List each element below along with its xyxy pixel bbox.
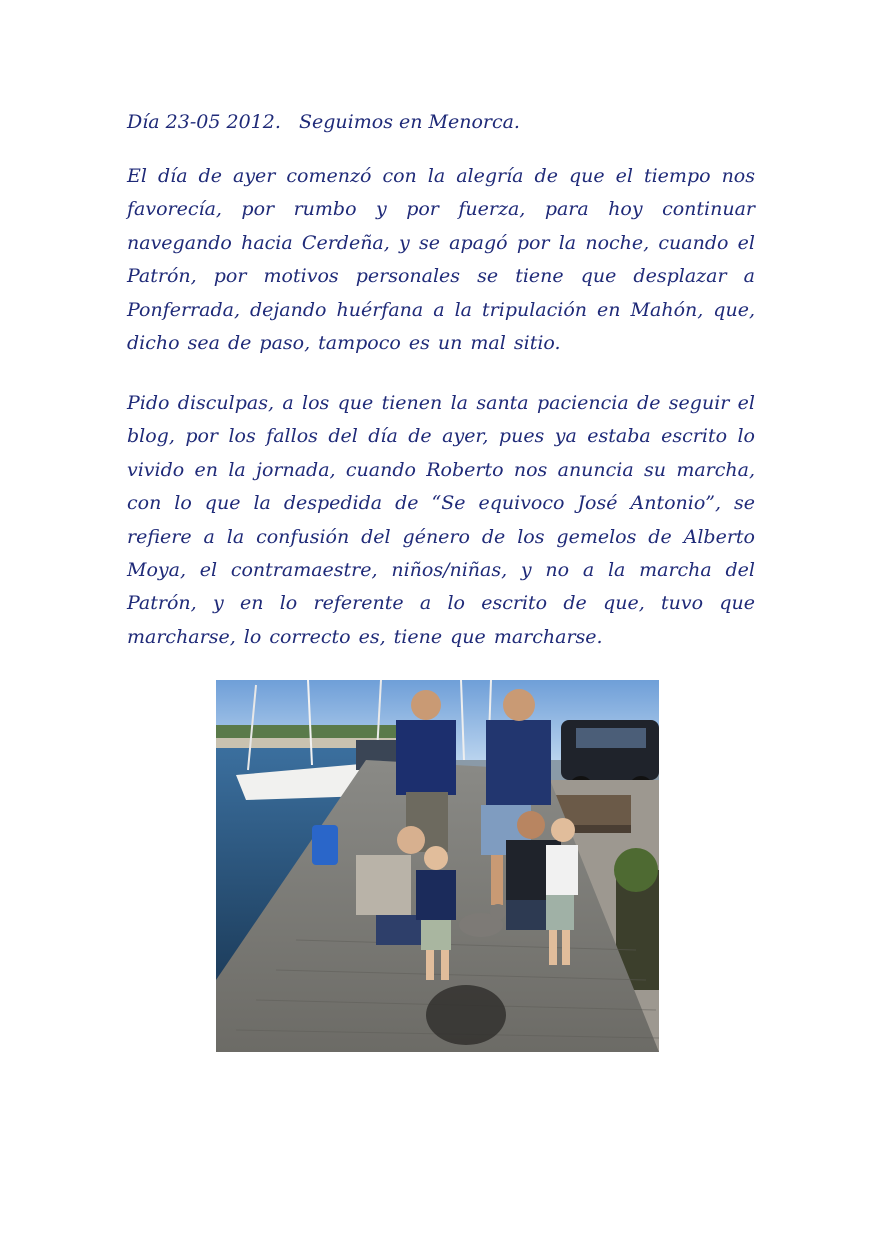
emphasis-quote: Se equivoco José Antonio bbox=[441, 492, 706, 515]
paragraph-1: El día de ayer comenzó con la alegría de que el tiempo nos favorecía, por rumbo y por fuerza, para hoy continuar navegando hacia Cerdeña, y se apagó por la noche, cuando el Patrón, por motivos personales se tiene que desplazar a Ponferrada, dejando huérfana a la tripulación en Mahón, que, dicho sea de paso, tampoco es un mal sitio. bbox=[127, 165, 755, 355]
emphasis-tuvo-que-marcharse: tuvo que marcharse bbox=[127, 592, 755, 648]
paragraph-2-text: , y no a la marcha del Patrón, y en lo referente a lo escrito de que, bbox=[127, 559, 755, 615]
paragraph-2 bbox=[127, 387, 755, 654]
emphasis-ninos-ninas: niños/niñas bbox=[391, 559, 502, 582]
emphasis-santa-paciencia: santa paciencia bbox=[476, 392, 629, 414]
page-title: Día 23-05 2012. Seguimos en Menorca. bbox=[127, 111, 520, 133]
emphasis-tiene-que-marcharse: tiene que marcharse bbox=[393, 625, 597, 648]
marina-group-photo bbox=[216, 680, 659, 1052]
paragraph-2-text: . bbox=[596, 625, 603, 648]
paragraph-2-text: Pido disculpas, a los que tienen la bbox=[127, 392, 477, 414]
paragraph-2-text: , lo correcto es, bbox=[229, 625, 394, 648]
paragraph-2-text: de seguir el blog, por los fallos del día de ayer, pues ya estaba escrito lo vivido en la jornada, cuando Roberto nos anuncia su marcha, con lo que la despedida de “ bbox=[127, 392, 756, 515]
paragraph-2-text: ”, se refiere a la confusión del género de los gemelos de Alberto Moya, el contramaestre, bbox=[127, 492, 756, 582]
